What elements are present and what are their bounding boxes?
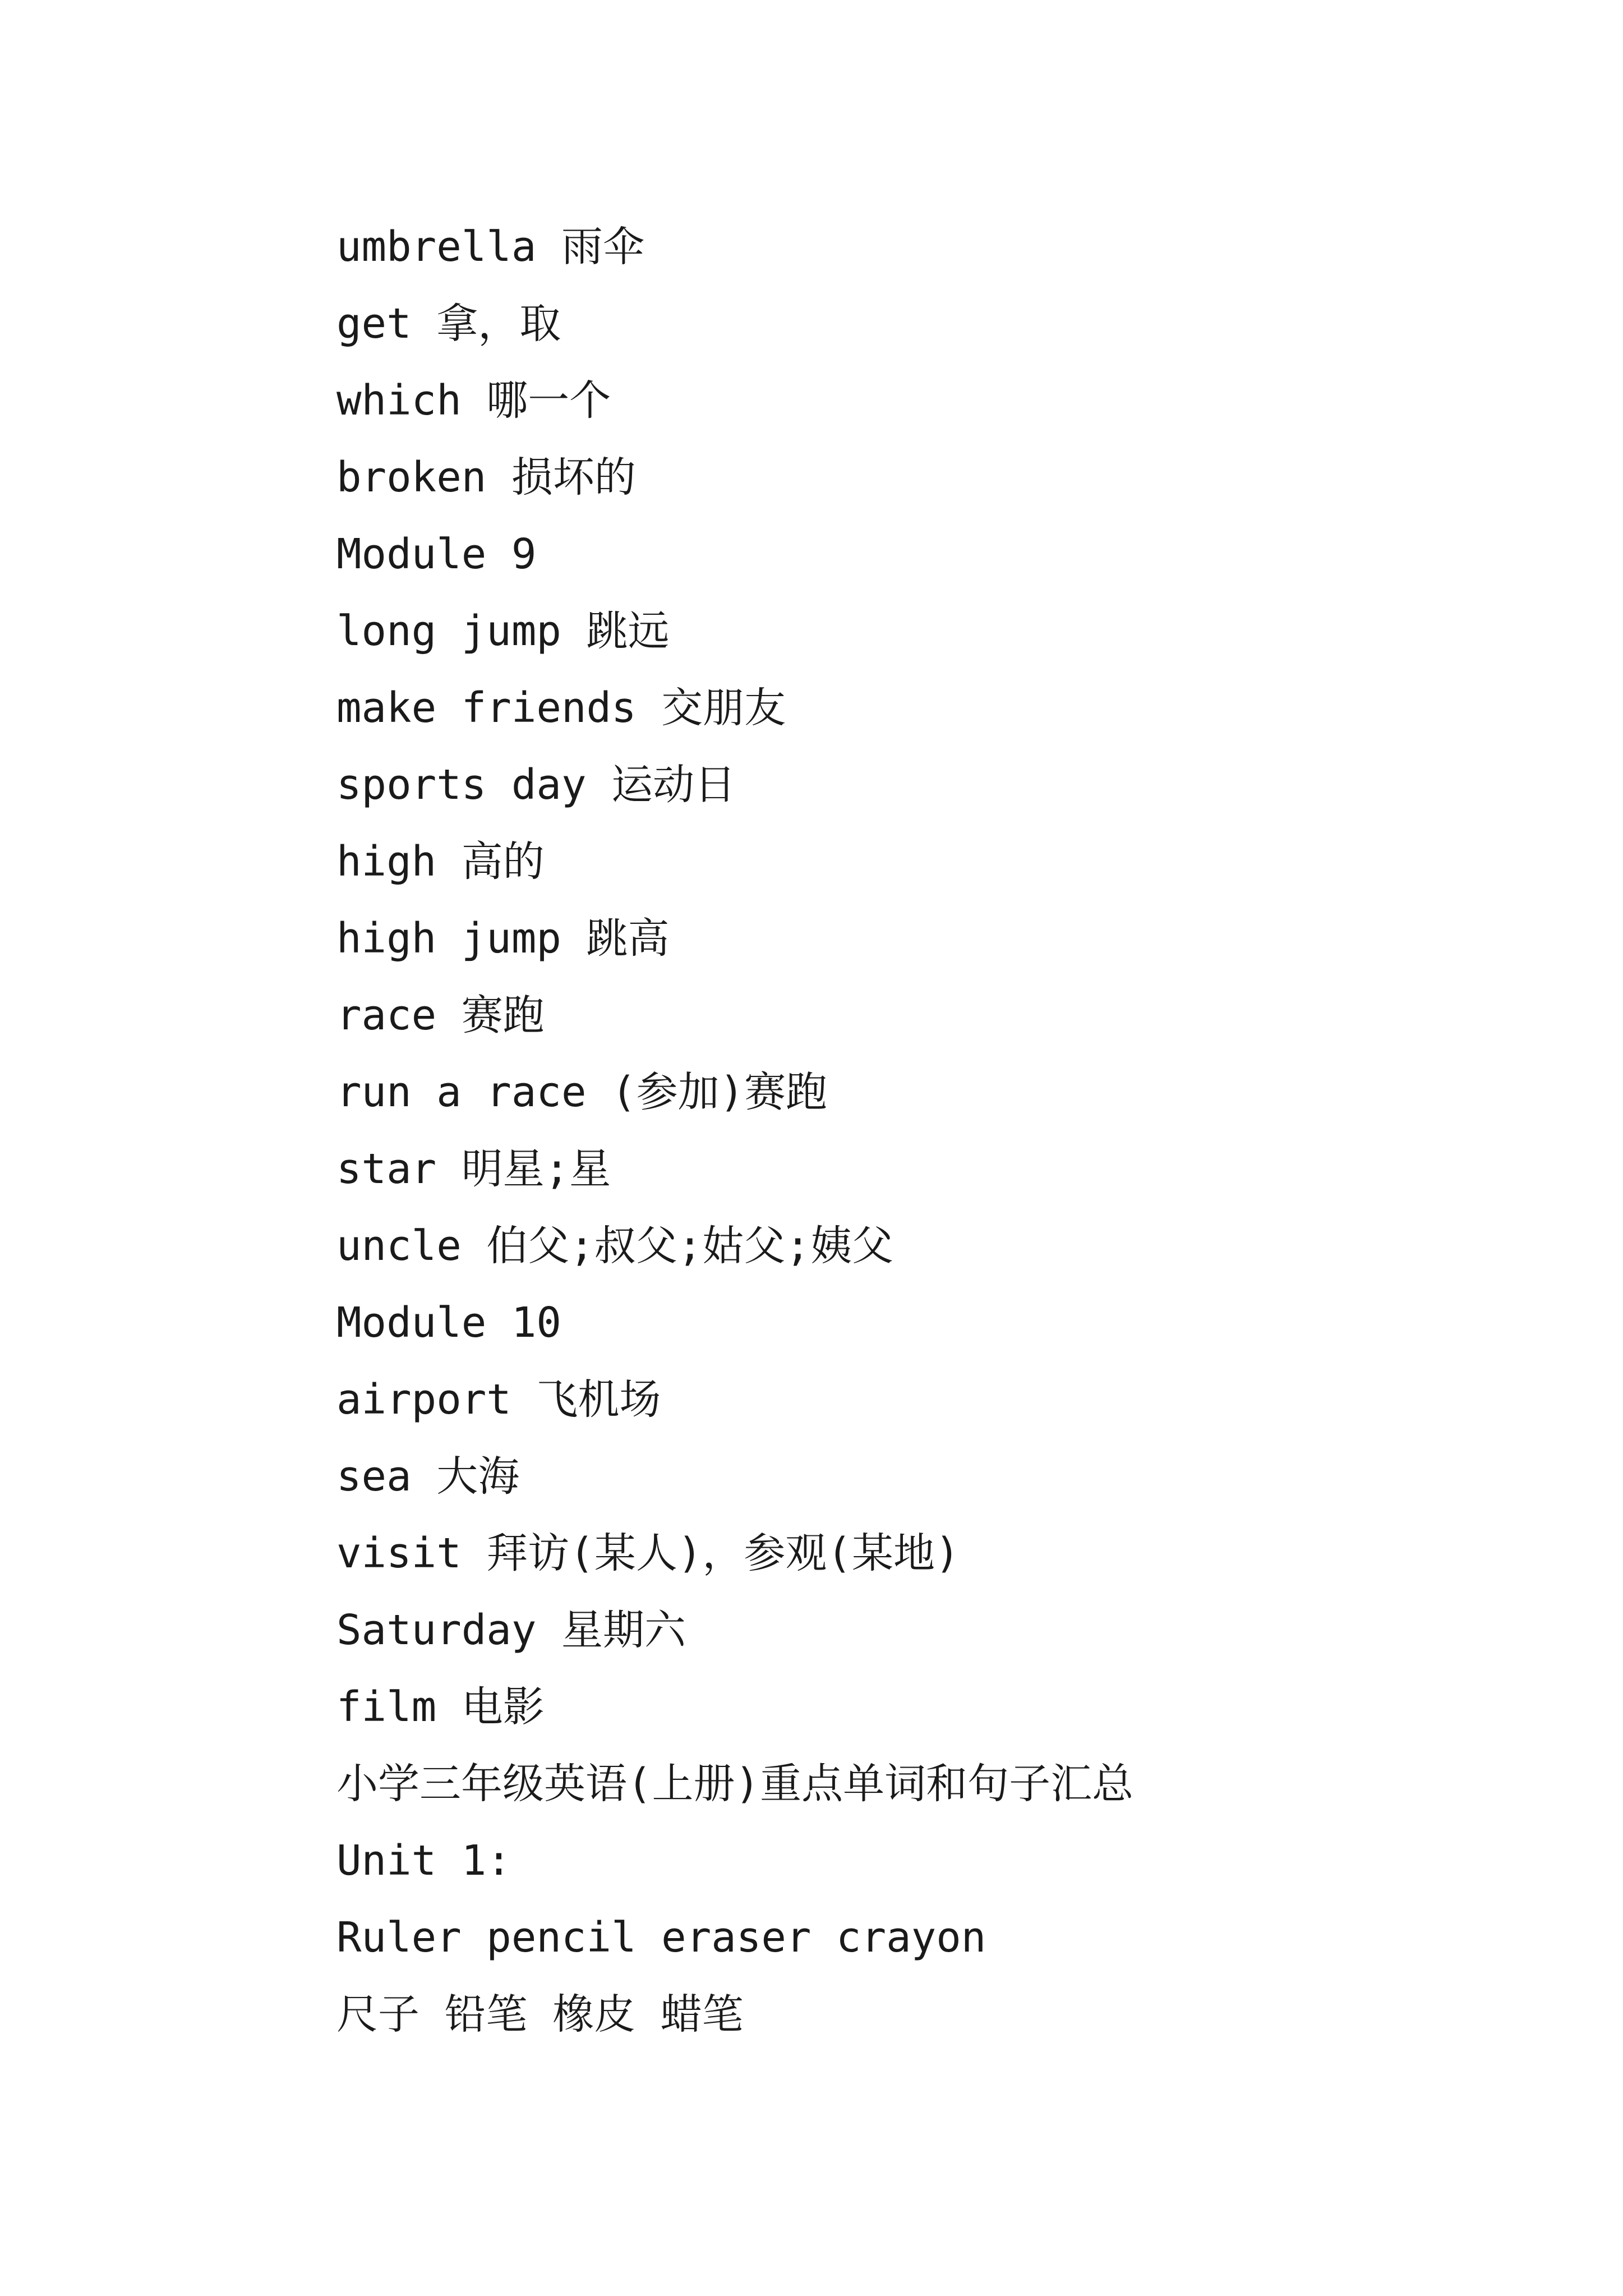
vocab-line: Saturday 星期六: [336, 1606, 686, 1654]
unit-heading: Unit 1:: [336, 1837, 511, 1885]
vocab-line: long jump 跳远: [336, 607, 670, 655]
vocab-line: star 明星;星: [336, 1145, 611, 1193]
vocab-line: sports day 运动日: [336, 761, 736, 809]
vocab-line: broken 损坏的: [336, 453, 636, 501]
vocab-line: umbrella 雨伞: [336, 223, 644, 271]
vocab-line: airport 飞机场: [336, 1375, 661, 1424]
vocab-line: make friends 交朋友: [336, 684, 786, 732]
vocab-line: get 拿，取: [336, 300, 561, 348]
vocab-line: 尺子 铅笔 橡皮 蜡笔: [336, 1990, 744, 2039]
vocab-line: visit 拜访(某人)，参观(某地): [336, 1529, 960, 1577]
vocab-line: run a race (参加)赛跑: [336, 1068, 828, 1116]
vocabulary-list: [336, 209, 1514, 2053]
module-heading: Module 10: [336, 1299, 561, 1347]
section-title: 小学三年级英语(上册)重点单词和句子汇总: [336, 1760, 1134, 1808]
vocab-line: uncle 伯父;叔父;姑父;姨父: [336, 1222, 893, 1270]
vocab-line: high 高的: [336, 838, 545, 886]
module-heading: Module 9: [336, 530, 537, 578]
vocab-line: race 赛跑: [336, 991, 545, 1039]
vocab-line: film 电影: [336, 1683, 545, 1731]
vocab-line: high jump 跳高: [336, 914, 670, 963]
vocab-line: which 哪一个: [336, 376, 611, 425]
vocab-line: Ruler pencil eraser crayon: [336, 1913, 986, 1962]
vocab-line: sea 大海: [336, 1452, 520, 1501]
